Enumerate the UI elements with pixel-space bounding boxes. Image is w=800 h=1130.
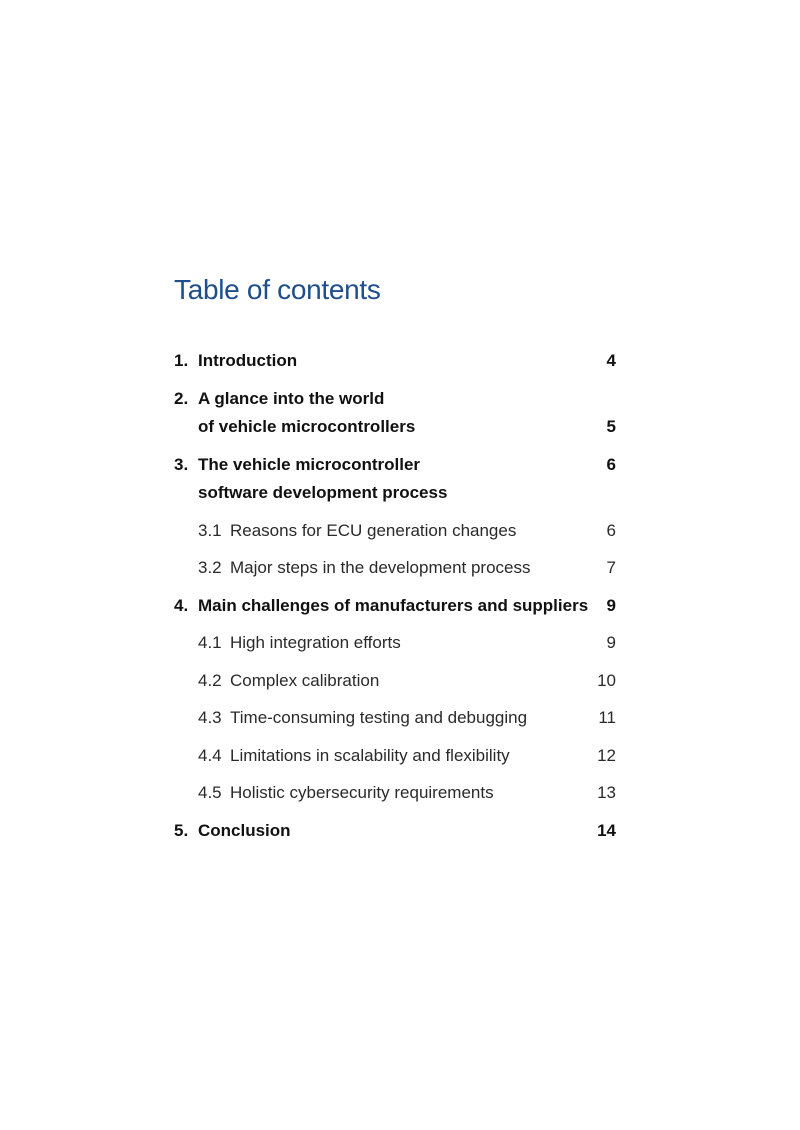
toc-entry-label: Complex calibration: [230, 671, 380, 690]
toc-entry-label: Introduction: [198, 351, 298, 370]
toc-entry-label: Time-consuming testing and debugging: [230, 708, 528, 727]
toc-entry-number: 1.: [174, 351, 189, 370]
toc-entry-label: High integration efforts: [230, 633, 401, 652]
toc-entry-label: Major steps in the development process: [230, 558, 531, 577]
toc-entry-number: 4.4: [198, 746, 222, 765]
toc-entry-label: Reasons for ECU generation changes: [230, 521, 517, 540]
toc-entry-number: 5.: [174, 821, 189, 840]
toc-entry-label-line2: of vehicle microcontrollers: [198, 417, 416, 436]
toc-entry-label: Main challenges of manufacturers and suppliers: [198, 596, 589, 615]
toc-entry-label: A glance into the world: [198, 389, 385, 408]
toc-entry-development-process[interactable]: [174, 451, 616, 507]
toc-entry-page: 6: [606, 521, 616, 540]
toc-entry-label: The vehicle microcontroller: [198, 455, 421, 474]
toc-entry-page: 13: [597, 783, 616, 802]
toc-entry-number: 3.1: [198, 521, 222, 540]
toc-entry-number: 4.: [174, 596, 189, 615]
toc-entry-page: 4: [606, 351, 616, 370]
toc-entry-page: 6: [606, 455, 616, 474]
toc-entry-page: 7: [606, 558, 616, 577]
toc-entry-page: 9: [606, 596, 616, 615]
toc-entry-number: 3.: [174, 455, 189, 474]
toc-entry-number: 4.5: [198, 783, 222, 802]
toc-entry-number: 4.1: [198, 633, 222, 652]
toc-entry-page: 5: [606, 417, 616, 436]
toc-entry-glance[interactable]: [174, 385, 616, 441]
toc-entry-number: 4.2: [198, 671, 222, 690]
toc-entry-page: 14: [597, 821, 616, 840]
toc-entry-number: 2.: [174, 389, 189, 408]
toc-entry-page: 12: [597, 746, 616, 765]
toc-entry-label: Conclusion: [198, 821, 291, 840]
toc-entry-page: 11: [598, 708, 616, 727]
toc-entry-label: Limitations in scalability and flexibility: [230, 746, 510, 765]
toc-entry-number: 3.2: [198, 558, 222, 577]
toc-entry-label: Holistic cybersecurity requirements: [230, 783, 494, 802]
toc-entry-page: 10: [597, 671, 616, 690]
toc-entry-number: 4.3: [198, 708, 222, 727]
page-title: Table of contents: [174, 274, 381, 305]
toc-entry-label-line2: software development process: [198, 483, 448, 502]
toc-entry-page: 9: [606, 633, 616, 652]
